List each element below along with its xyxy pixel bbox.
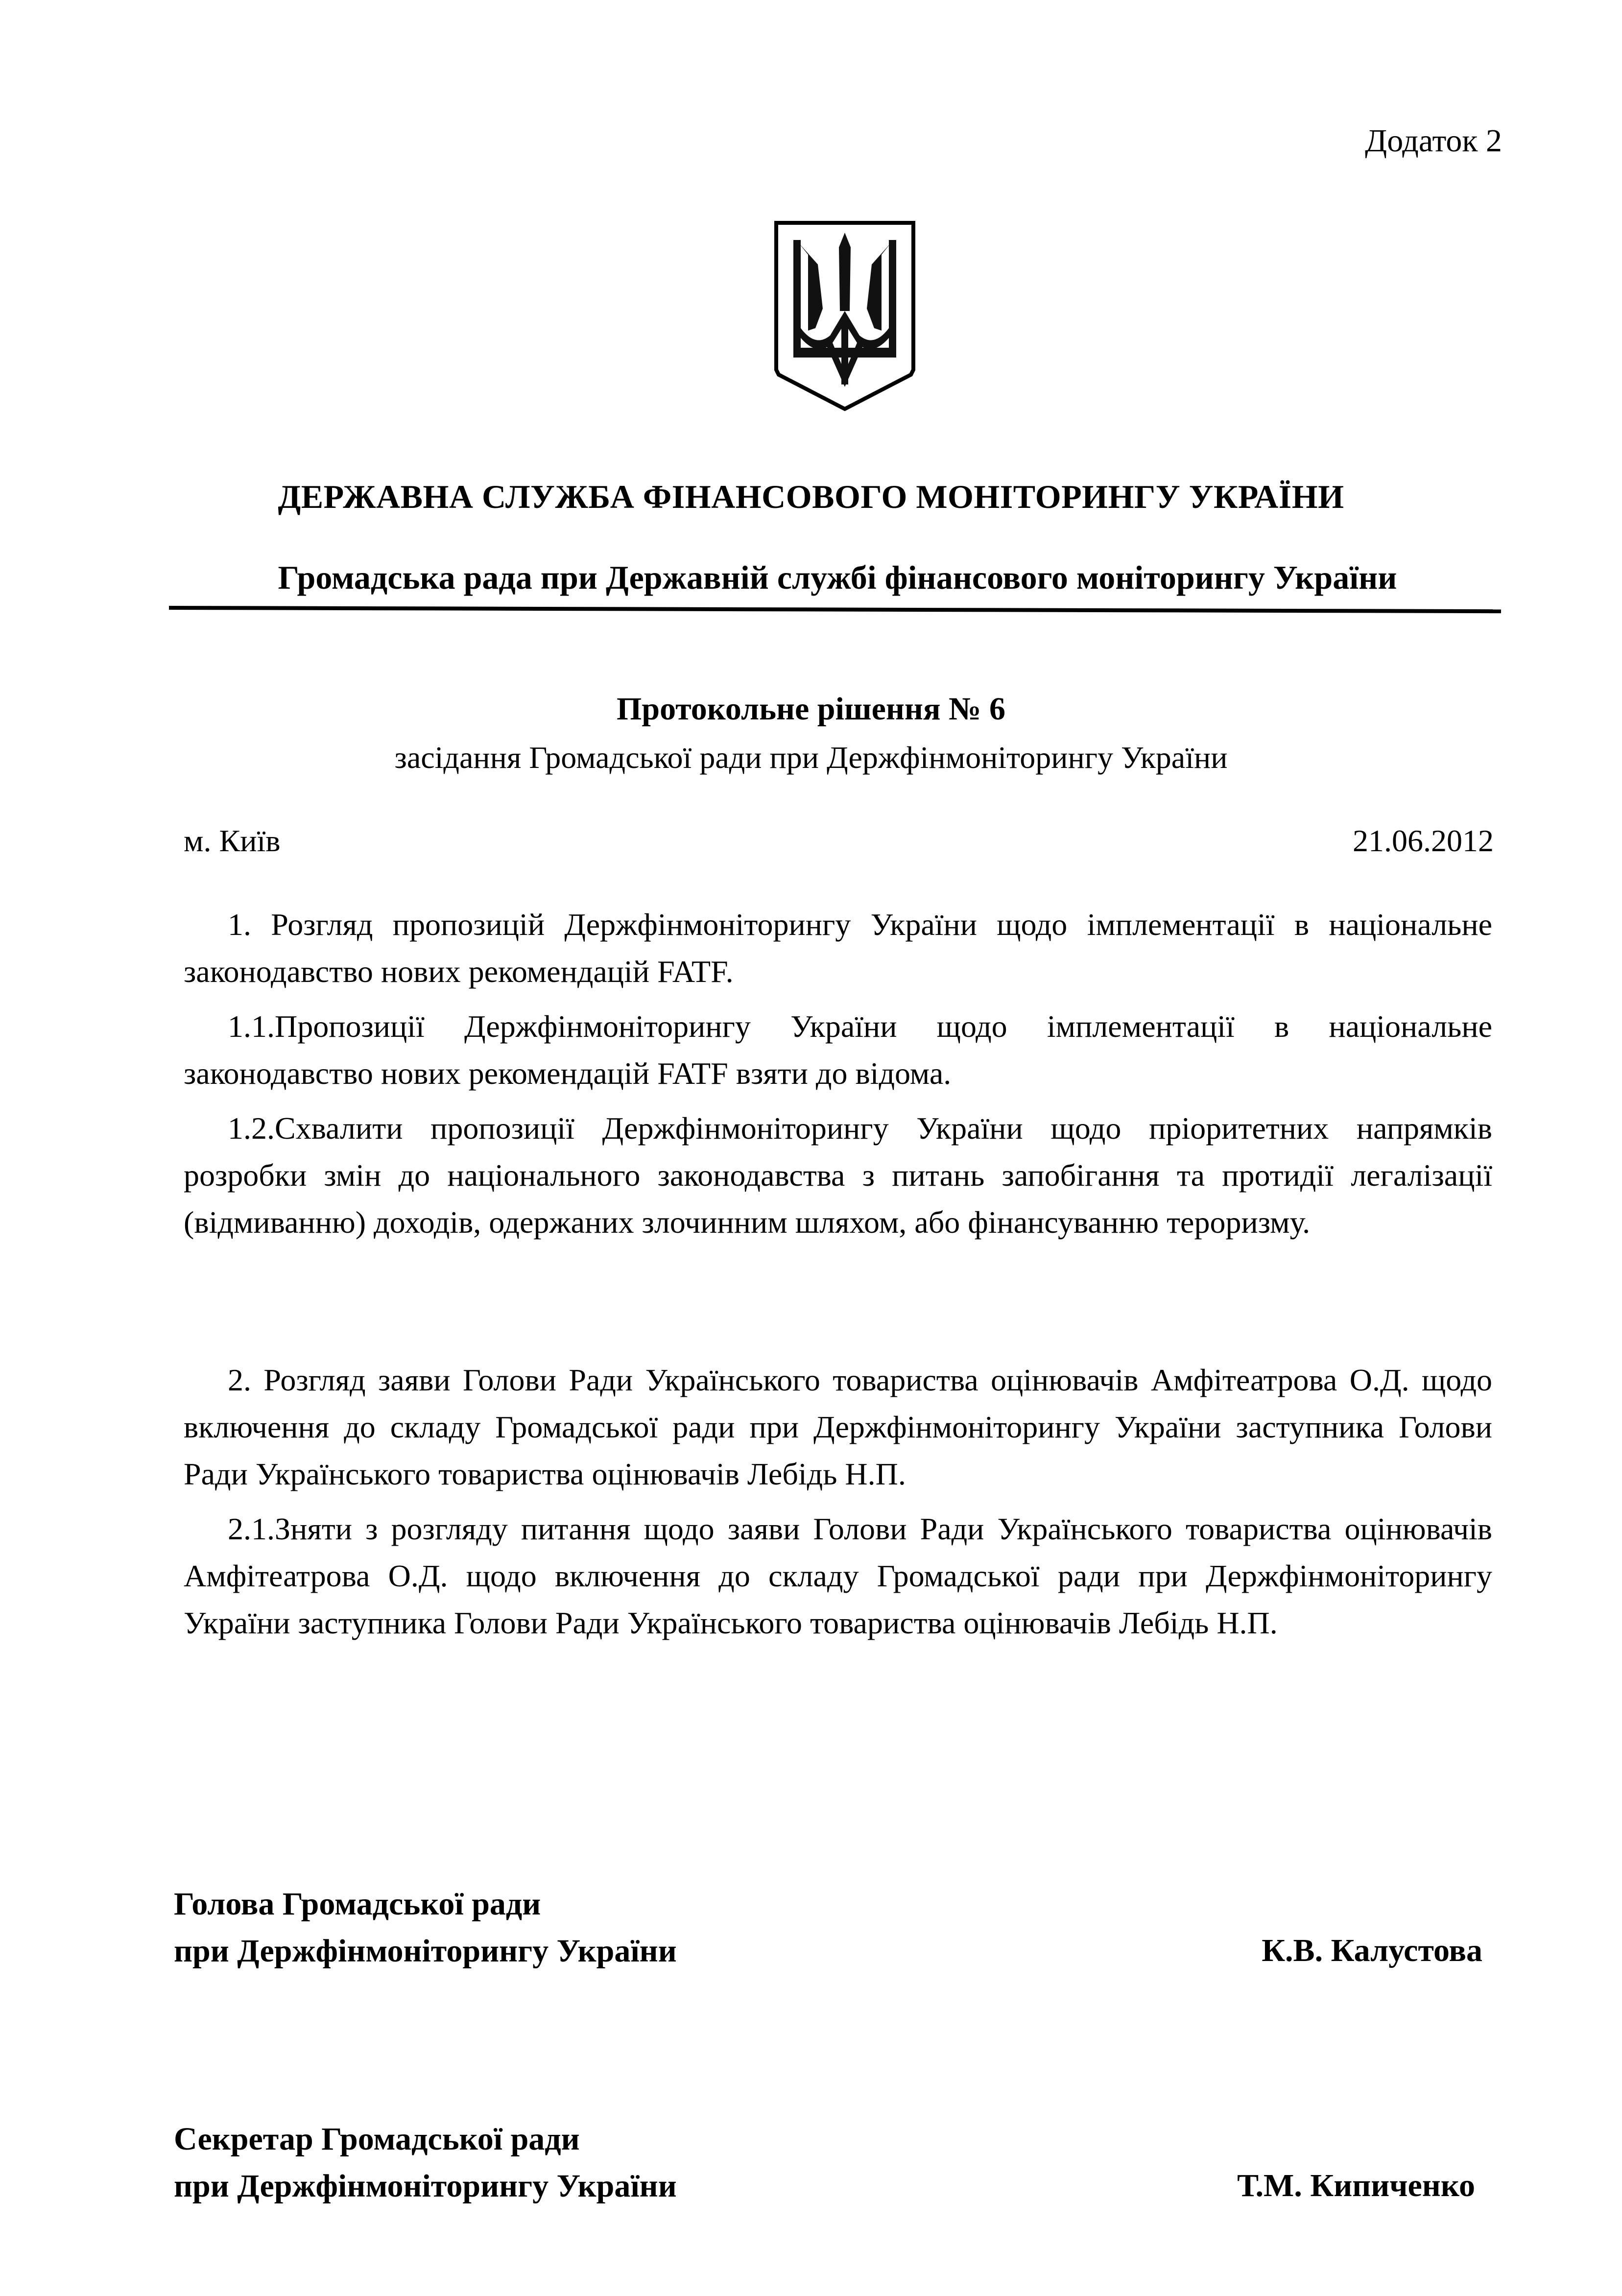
role-line: Секретар Громадської ради: [174, 2121, 580, 2157]
role-line: при Держфінмоніторингу України: [174, 2168, 677, 2204]
role-line: Голова Громадської ради: [174, 1886, 541, 1922]
item-2-1: 2.1.Зняти з розгляду питання щодо заяви Голови Ради Українського товариства оцінювачів Амфітеатрова О.Д. щодо включення до складу Громадської ради при Держфінмоніторингу України заступника Голови Ради Українського товариства оцінювачів Лебідь Н.П.: [184, 1511, 1492, 1640]
city: м. Київ: [184, 823, 281, 858]
section-2: [184, 1357, 1492, 1654]
protocol-date: 21.06.2012: [1353, 823, 1494, 858]
item-1-1: 1.1.Пропозиції Держфінмоніторингу України щодо імплементації в національне законодавство нових рекомендацій FATF взяти до відома.: [184, 1009, 1492, 1091]
item-1-2: 1.2.Схвалити пропозиції Держфінмоніторингу України щодо пріоритетних напрямків розробки змін до національного законодавства з питань запобігання та протидії легалізації (відмиванню) доходів, одержаних злочинним шляхом, або фінансуванню тероризму.: [184, 1111, 1492, 1240]
section-1: [184, 901, 1492, 1254]
signature-secretary-name: Т.М. Кипиченко: [1237, 2168, 1475, 2203]
signature-chair-role: [174, 1881, 677, 1975]
trident: [793, 233, 896, 387]
ukraine-trident-coat-of-arms-icon: [771, 218, 918, 414]
protocol-title: Протокольне рішення № 6: [617, 691, 1005, 727]
signature-secretary-role: [174, 2116, 677, 2210]
header-underline: [169, 606, 1501, 613]
protocol-subtitle: засідання Громадської ради при Держфінмоніторингу України: [394, 740, 1228, 775]
council-title: Громадська рада при Державній службі фінансового моніторингу України: [278, 559, 1397, 596]
organization-title: ДЕРЖАВНА СЛУЖБА ФІНАНСОВОГО МОНІТОРИНГУ УКРАЇНИ: [278, 478, 1344, 515]
item-1: 1. Розгляд пропозицій Держфінмоніторингу України щодо імплементації в національне законодавство нових рекомендацій FATF.: [184, 907, 1492, 989]
item-2: 2. Розгляд заяви Голови Ради Українського товариства оцінювачів Амфітеатрова О.Д. щодо включення до складу Громадської ради при Держфінмоніторингу України заступника Голови Ради Українського товариства оцінювачів Лебідь Н.П.: [184, 1363, 1492, 1491]
signature-chair-name: К.В. Калустова: [1262, 1933, 1482, 1968]
role-line: при Держфінмоніторингу України: [174, 1933, 677, 1969]
appendix-label: Додаток 2: [1365, 123, 1502, 159]
